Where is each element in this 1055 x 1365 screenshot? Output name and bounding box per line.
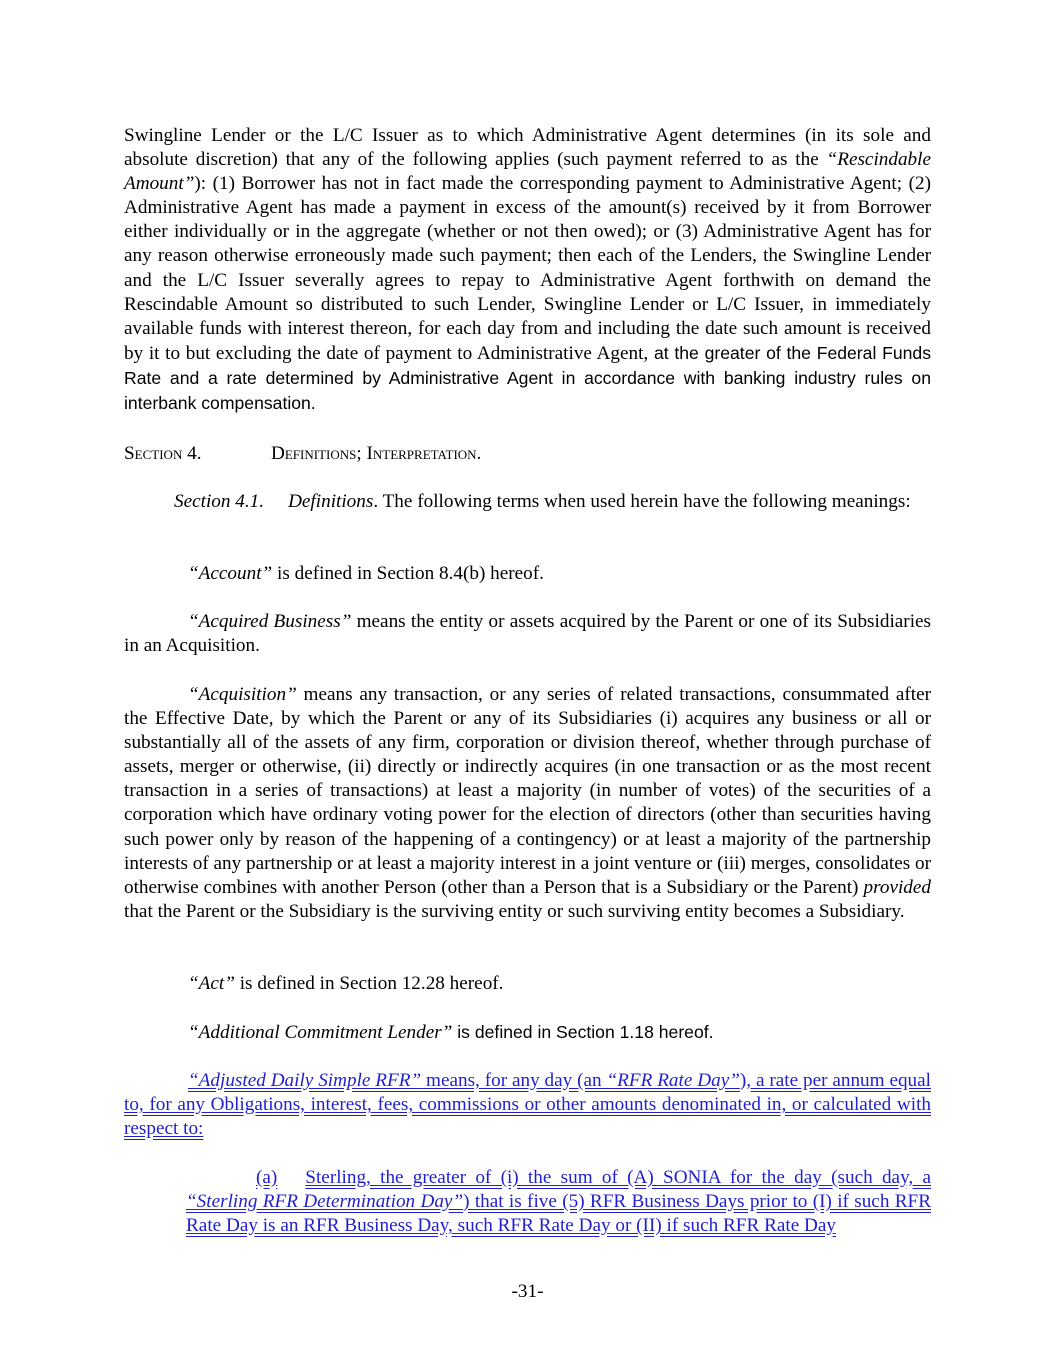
section-heading xyxy=(124,442,481,466)
definition-acquisition xyxy=(124,683,931,924)
definition-term: “Act” xyxy=(188,973,235,994)
definition-emphasis: provided xyxy=(863,876,931,898)
subsection-title: Definitions xyxy=(288,491,374,512)
clause-a-sterling xyxy=(186,1166,931,1238)
rescindable-amount-term: “Rescindable Amount” xyxy=(124,149,931,195)
section-title: Definitions; Interpretation. xyxy=(271,443,482,464)
definition-adjusted-daily-simple-rfr xyxy=(124,1069,931,1141)
intro-paragraph xyxy=(124,124,931,416)
subsection-definitions xyxy=(124,490,931,514)
subsection-number: Section 4.1. xyxy=(174,491,265,512)
page-number: -31- xyxy=(511,1281,544,1302)
definition-term: “Acquired Business” xyxy=(188,611,352,632)
clause-label: (a) xyxy=(256,1167,278,1188)
definition-acquired-business xyxy=(124,610,931,658)
subsection-text: . The following terms when used herein have the following meanings: xyxy=(373,491,911,512)
definition-text: is defined in Section 12.28 hereof. xyxy=(234,973,504,994)
inserted-term: “Adjusted Daily Simple RFR” xyxy=(188,1070,422,1091)
definition-text: is defined in Section 8.4(b) hereof. xyxy=(272,563,544,584)
inserted-text-1: means, for any day (an xyxy=(421,1070,607,1091)
sterling-rfr-term: “Sterling RFR Determination Day” xyxy=(186,1191,464,1213)
intro-text-3: at the greater of the Federal Funds Rate and a rate determined by Administrative Agent in accordance with banking industry rules on interbank compensation. xyxy=(124,342,931,414)
intro-text-1: Swingline Lender or the L/C Issuer as to which Administrative Agent determines (in its sole and absolute discretion) that any of the following applies (such payment referred to as the xyxy=(124,125,931,171)
rfr-rate-day-term: “RFR Rate Day” xyxy=(606,1070,740,1091)
definition-text: means any transaction, or any series of related transactions, consummated after the Effective Date, by which the Parent or any of its Subsidiaries (i) acquires any business or all or substantially all of the assets of any firm, corporation or division thereof, whether through purchase of assets, merger or otherwise, (ii) directly or indirectly acquires (in one transaction or as the most recent transaction in a series of transactions) at least a majority (in number of votes) of the securities of a corporation which have ordinary voting power for the election of directors (other than securities having such power only by reason of the happening of a contingency) or at least a majority of the partnership interests of any partnership or at least a majority interest in a joint venture or (iii) merges, consolidates or otherwise combines with another Person (other than a Person that is a Subsidiary or the Parent) xyxy=(124,684,931,898)
definition-term: “Account” xyxy=(188,563,273,584)
definition-text-2: that the Parent or the Subsidiary is the surviving entity or such surviving entity becomes a Subsidiary. xyxy=(124,900,905,922)
clause-text-2: ) that is five (5) RFR Business Days prior to (I) if such RFR Rate Day is an RFR Business Day, such RFR Rate Day or (II) if such RFR Rate Day xyxy=(186,1191,931,1237)
definition-account xyxy=(124,562,931,586)
inserted-text-2: ), a rate per annum equal to, for any Obligations, interest, fees, commissions or other amounts denominated in, or calculated with respect to: xyxy=(124,1070,931,1140)
intro-text-2: ): (1) Borrower has not in fact made the corresponding payment to Administrative Agent; (2) Administrative Agent has made a payment in excess of the amount(s) received by it from Borrower either individually or in the aggregate (whether or not then owed); or (3) Administrative Agent has for any reason otherwise erroneously made such payment; then each of the Lenders, the Swingline Lender and the L/C Issuer severally agrees to repay to Administrative Agent forthwith on demand the Rescindable Amount so distributed to such Lender, Swingline Lender or L/C Issuer, in immediately available funds with interest thereon, for each day from and including the date such amount is received by it to but excluding the date of payment to Administrative Agent, xyxy=(124,173,931,364)
definition-term: “Acquisition” xyxy=(188,684,297,705)
definition-text: means the entity or assets acquired by the Parent or one of its Subsidiaries in an Acquisition. xyxy=(124,611,932,657)
clause-text-1: Sterling, the greater of (i) the sum of (A) SONIA for the day (such day, a xyxy=(305,1167,931,1188)
definition-act xyxy=(124,972,931,996)
definition-text: is defined in Section 1.18 hereof. xyxy=(452,1022,714,1042)
section-number: Section 4. xyxy=(124,443,202,464)
definition-additional-commitment-lender xyxy=(124,1020,931,1045)
definition-term: “Additional Commitment Lender” xyxy=(188,1022,453,1043)
